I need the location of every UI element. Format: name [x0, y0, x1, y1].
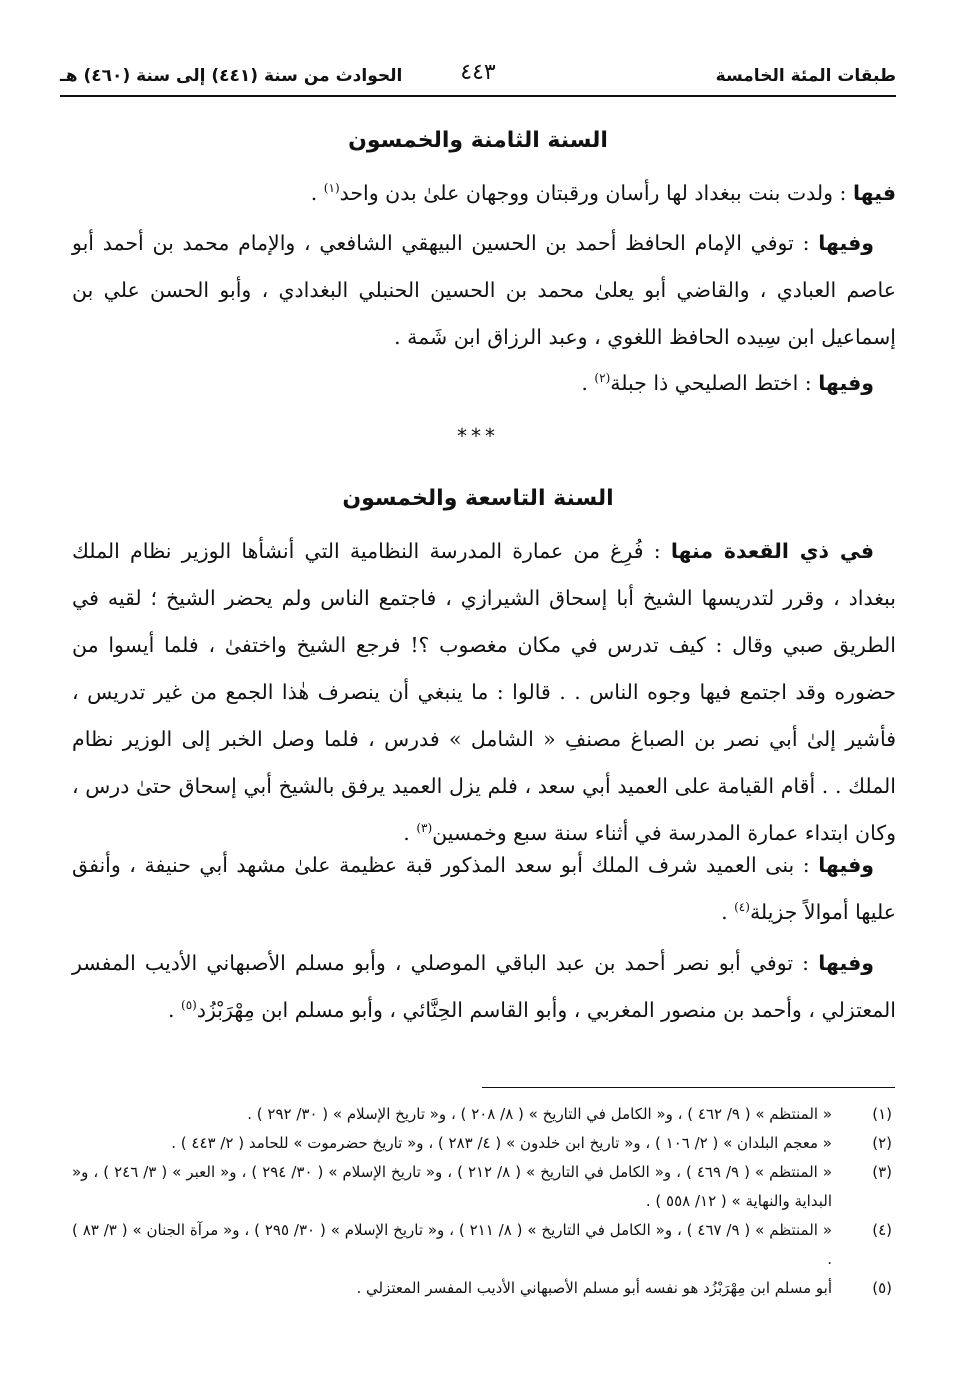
running-head-book-title: طبقات المئة الخامسة	[715, 66, 896, 86]
paragraph	[72, 940, 896, 1034]
header-rule	[60, 95, 896, 97]
paragraph-lead: وفيها	[818, 371, 874, 395]
paragraph-text: : اختط الصليحي ذا جبلة	[610, 371, 819, 395]
paragraph-end: .	[167, 998, 182, 1022]
footnote-number: (١)	[872, 1105, 892, 1123]
footnote-ref: (٤)	[734, 900, 750, 915]
running-head-chapter-title: الحوادث من سنة (٤٤١) إلى سنة (٤٦٠) هـ	[60, 66, 403, 86]
footnote	[72, 1100, 896, 1129]
footnote-ref: (١)	[323, 181, 340, 196]
section-heading-59: السنة التاسعة والخمسون	[342, 486, 614, 511]
footnote-text: « المنتظم » ( ٩/ ٤٦٧ ) ، و« الكامل في التاريخ » ( ٨/ ٢١١ ) ، و« تاريخ الإسلام » ( ٣٠/ ٢٩٥ ) ، و« مرآة الجنان » ( ٣/ ٨٣ ) .	[72, 1221, 833, 1268]
footnote-number: (٤)	[872, 1221, 892, 1239]
footnote-number: (٥)	[872, 1279, 892, 1297]
footnote	[72, 1158, 896, 1216]
paragraph	[72, 842, 896, 936]
paragraph-end: .	[721, 900, 735, 924]
paragraph-end: .	[310, 181, 324, 205]
footnote-number: (٢)	[872, 1134, 892, 1152]
footnote	[72, 1216, 896, 1274]
paragraph	[72, 528, 896, 857]
paragraph-text: : ولدت بنت ببغداد لها رأسان ورقبتان ووجهان علىٰ بدن واحد	[339, 181, 853, 205]
footnote	[72, 1129, 896, 1158]
footnote-rule	[482, 1087, 895, 1088]
paragraph-lead: فيها	[852, 181, 896, 205]
footnote-text: « المنتظم » ( ٩/ ٤٦٢ ) ، و« الكامل في التاريخ » ( ٨/ ٢٠٨ ) ، و« تاريخ الإسلام » ( ٣٠/ ٢٩٢ ) .	[247, 1105, 832, 1123]
footnote-ref: (٢)	[594, 371, 611, 386]
footnotes	[72, 1100, 896, 1303]
running-head	[60, 60, 896, 94]
footnote-number: (٣)	[872, 1163, 892, 1181]
paragraph-end: .	[581, 371, 595, 395]
paragraph-text: : بنى العميد شرف الملك أبو سعد المذكور قبة عظيمة علىٰ مشهد أبي حنيفة ، وأنفق عليها أموالاً جزيلة	[72, 853, 896, 924]
paragraph	[72, 170, 896, 217]
paragraph-end: .	[403, 821, 417, 845]
paragraph-lead: في ذي القعدة منها	[670, 539, 874, 563]
footnote-ref: (٥)	[181, 998, 197, 1013]
paragraph-lead: وفيها	[818, 951, 874, 975]
paragraph-lead: وفيها	[818, 231, 874, 255]
footnote-ref: (٣)	[416, 821, 433, 836]
paragraph-text: : توفي الإمام الحافظ أحمد بن الحسين البيهقي الشافعي ، والإمام محمد بن أحمد أبو عاصم العبادي ، والقاضي أبو يعلىٰ محمد بن الحسين الحنبلي البغدادي ، وأبو الحسن علي بن إسماعيل ابن سِيده الحافظ اللغوي ، وعبد الرزاق ابن شَمة .	[72, 231, 896, 349]
page-number: ٤٤٣	[460, 60, 496, 85]
paragraph-lead: وفيها	[818, 853, 874, 877]
section-heading-58: السنة الثامنة والخمسون	[348, 128, 608, 153]
paragraph-text: : فُرِغ من عمارة المدرسة النظامية التي أنشأها الوزير نظام الملك ببغداد ، وقرر لتدريسها الشيخ أبا إسحاق الشيرازي ، فاجتمع الناس ولم يحضر الشيخ ؛ لقيه في الطريق صبي وقال : كيف تدرس في مكان مغصوب ؟! فرجع الشيخ واختفىٰ ، فلما أيسوا من حضوره وقد اجتمع فيها وجوه الناس . . قالوا : ما ينبغي أن ينصرف هٰذا الجمع من غير تدريس ، فأشير إلىٰ أبي نصر بن الصباغ مصنفِ « الشامل » فدرس ، فلما وصل الخبر إلى الوزير نظام الملك . . أقام القيامة على العميد أبي سعد ، فلم يزل العميد يرفق بالشيخ أبي إسحاق حتىٰ درس ، وكان ابتداء عمارة المدرسة في أثناء سنة سبع وخمسين	[72, 539, 896, 845]
footnote-text: « المنتظم » ( ٩/ ٤٦٩ ) ، و« الكامل في التاريخ » ( ٨/ ٢١٢ ) ، و« تاريخ الإسلام » ( ٣٠/ ٢٩٤ ) ، و« العبر » ( ٣/ ٢٤٦ ) ، و« البداية والنهاية » ( ١٢/ ٥٥٨ ) .	[72, 1163, 833, 1210]
paragraph-text: : توفي أبو نصر أحمد بن عبد الباقي الموصلي ، وأبو مسلم الأصبهاني الأديب المفسر المعتزلي ، وأحمد بن منصور المغربي ، وأبو القاسم الحِنَّائي ، وأبو مسلم ابن مِهْرَبْزُد	[72, 951, 896, 1022]
footnote-text: « معجم البلدان » ( ٢/ ١٠٦ ) ، و« تاريخ ابن خلدون » ( ٤/ ٢٨٣ ) ، و« تاريخ حضرموت » للحامد ( ٢/ ٤٤٣ ) .	[171, 1134, 832, 1152]
paragraph	[72, 220, 896, 361]
footnote-text: أبو مسلم ابن مِهْرَبْزُد هو نفسه أبو مسلم الأصبهاني الأديب المفسر المعتزلي .	[356, 1279, 832, 1297]
paragraph	[72, 360, 896, 407]
footnote	[72, 1274, 896, 1303]
section-separator: ***	[457, 424, 499, 448]
